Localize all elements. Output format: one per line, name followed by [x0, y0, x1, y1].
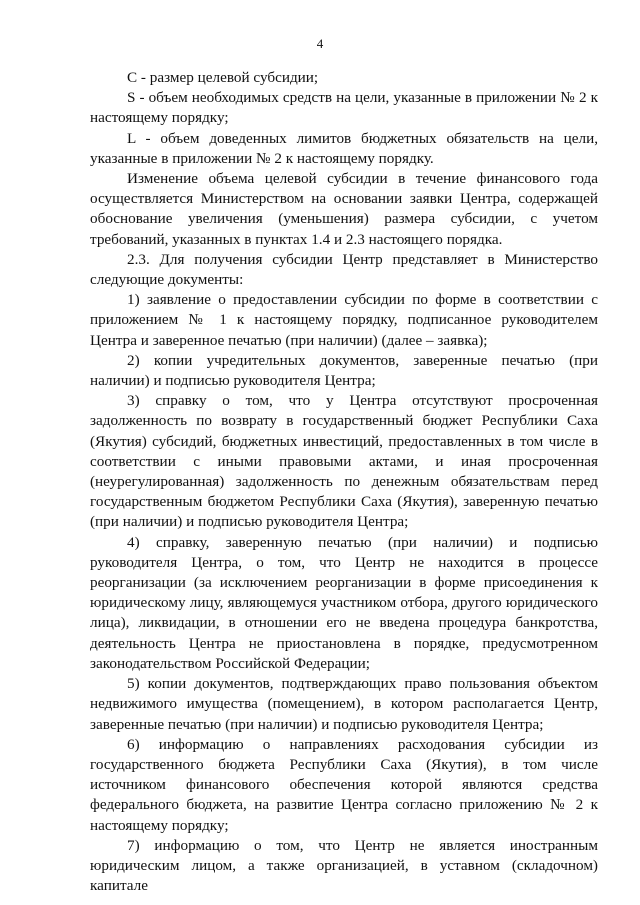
page-number: 4: [316, 36, 324, 51]
paragraph-subsidy-change: Изменение объема целевой субсидии в течение финансового года осуществляется Министерством на основании заявки Центра, содержащей обоснование увеличения (уменьшения) размера субсидии, с учетом требований, указанных в пунктах 1.4 и 2.3 настоящего порядка.: [90, 170, 598, 248]
list-item-7: 7) информацию о том, что Центр не является иностранным юридическим лицом, а также организацией, в уставном (складочном) капитале: [90, 836, 598, 895]
list-item-6: 6) информацию о направлениях расходования субсидии из государственного бюджета Республики Саха (Якутия), в том числе источником финансового обеспечения которой являются средства федерального бюджета, на развитие Центра согласно приложению № 2 к настоящему порядку;: [90, 735, 598, 834]
document-body: [90, 68, 598, 896]
paragraph-s-definition: S - объем необходимых средств на цели, указанные в приложении № 2 к настоящему порядку;: [90, 89, 598, 127]
list-item-1: 1) заявление о предоставлении субсидии по форме в соответствии с приложением № 1 к настоящему порядку, подписанное руководителем Центра и заверенное печатью (при наличии) (далее – заявка);: [90, 291, 598, 349]
list-item-2: 2) копии учредительных документов, заверенные печатью (при наличии) и подписью руководителя Центра;: [90, 351, 598, 390]
paragraph-c-definition: C - размер целевой субсидии;: [127, 69, 319, 86]
paragraph-section-2-3: 2.3. Для получения субсидии Центр представляет в Министерство следующие документы:: [90, 250, 598, 289]
paragraph-l-definition: L - объем доведенных лимитов бюджетных обязательств на цели, указанные в приложении № 2 к настоящему порядку.: [90, 129, 598, 167]
list-item-4: 4) справку, заверенную печатью (при наличии) и подписью руководителя Центра, о том, что Центр не находится в процессе реорганизации (за исключением реорганизации в форме присоединения к юридическому лицу, являющемуся участником отбора, другого юридического лица), ликвидации, в отношении его не введена процедура банкротства, деятельность Центра не приостановлена в порядке, предусмотренном законодательством Российской Федерации;: [90, 533, 598, 672]
list-item-5: 5) копии документов, подтверждающих право пользования объектом недвижимого имущества (помещением), в котором располагается Центр, заверенные печатью (при наличии) и подписью руководителя Центра;: [90, 675, 598, 733]
list-item-3: 3) справку о том, что у Центра отсутствуют просроченная задолженность по возврату в государственный бюджет Республики Саха (Якутия) субсидий, бюджетных инвестиций, предоставленных в том числе в соответствии с иными правовыми актами, и иная просроченная (неурегулированная) задолженность по денежным обязательствам перед государственным бюджетом Республики Саха (Якутия), заверенную печатью (при наличии) и подписью руководителя Центра;: [90, 392, 598, 531]
